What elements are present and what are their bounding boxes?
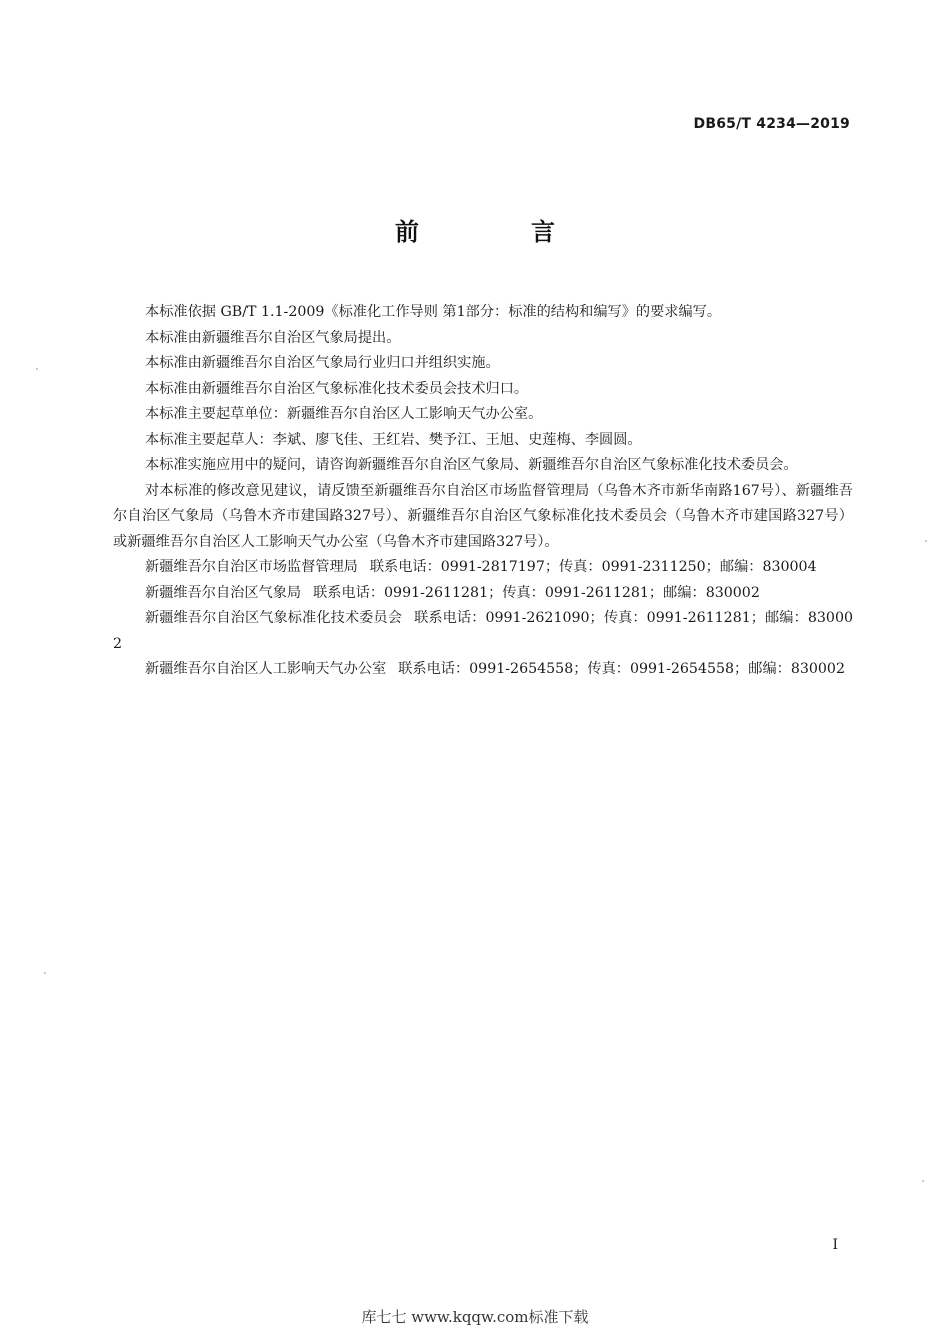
contact-org: 新疆维吾尔自治区气象局 [145,584,302,601]
foreword-paragraph: 本标准由新疆维吾尔自治区气象局行业归口并组织实施。 [145,355,500,371]
contact-line [113,606,853,657]
contact-org: 新疆维吾尔自治区市场监督管理局 [145,559,358,575]
scan-speck [925,540,927,542]
scan-speck [36,368,38,370]
foreword-paragraph: 本标准实施应用中的疑问，请咨询新疆维吾尔自治区气象局、新疆维吾尔自治区气象标准化技术委员会。 [145,457,798,473]
foreword-paragraph: 本标准依据 GB/T 1.1-2009《标准化工作导则 第1部分：标准的结构和编写》的要求编写。 [145,304,722,320]
page-number: I [832,1237,838,1253]
foreword-paragraph: 本标准由新疆维吾尔自治区气象局提出。 [145,329,401,346]
contact-line [113,657,853,683]
standard-code: DB65/T 4234—2019 [693,116,850,132]
foreword-body [113,300,853,683]
foreword-paragraph: 对本标准的修改意见建议，请反馈至新疆维吾尔自治区市场监督管理局（乌鲁木齐市新华南路167号）、新疆维吾尔自治区气象局（乌鲁木齐市建国路327号）、新疆维吾尔自治区气象标准化技术委员会（乌鲁木齐市建国路327号）或新疆维吾尔自治区人工影响天气办公室（乌鲁木齐市建国路327号）。 [113,482,853,550]
scan-speck [44,972,46,974]
foreword-paragraph: 本标准主要起草单位：新疆维吾尔自治区人工影响天气办公室。 [145,406,543,422]
contact-line [113,581,853,607]
contact-info: 联系电话：0991-2611281；传真：0991-2611281；邮编：830002 [313,584,760,601]
foreword-paragraph: 本标准主要起草人：李斌、廖飞佳、王红岩、樊予江、王旭、史莲梅、李圆圆。 [145,431,642,448]
watermark-text: 库七七 www.kqqw.com标准下载 [361,1308,589,1326]
page-title: 前 言 [395,218,599,246]
contact-info: 联系电话：0991-2621090；传真：0991-2611281；邮编：830002 [113,610,853,652]
contact-org: 新疆维吾尔自治区人工影响天气办公室 [145,661,387,677]
contact-info: 联系电话：0991-2654558；传真：0991-2654558；邮编：830002 [398,661,845,677]
foreword-paragraph: 本标准由新疆维吾尔自治区气象标准化技术委员会技术归口。 [145,380,529,397]
contact-org: 新疆维吾尔自治区气象标准化技术委员会 [145,610,402,626]
scan-speck [922,1180,924,1182]
contact-line [113,555,853,581]
contact-info: 联系电话：0991-2817197；传真：0991-2311250；邮编：830004 [369,559,817,575]
